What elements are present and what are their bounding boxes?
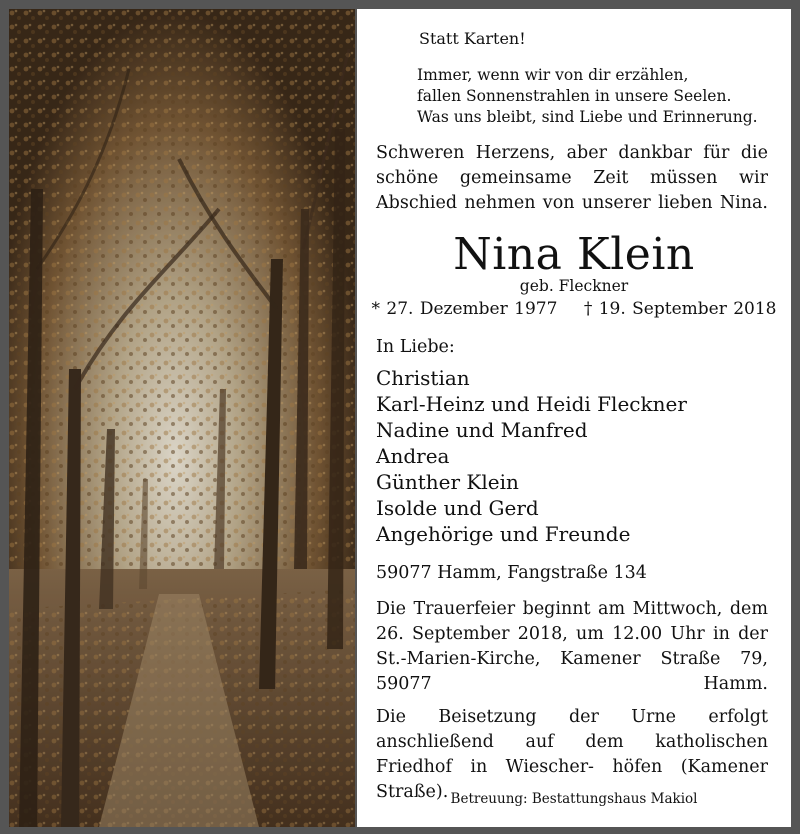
poem-line: fallen Sonnenstrahlen in unsere Seelen. — [417, 87, 732, 105]
mourner-name: Isolde und Gerd — [376, 496, 539, 520]
mourner-name: Andrea — [376, 444, 450, 468]
obituary-text-panel — [357, 9, 791, 827]
mourner-name: Karl-Heinz und Heidi Fleckner — [376, 392, 687, 416]
forest-path-photo — [9, 9, 355, 827]
mourner-name: Angehörige und Freunde — [376, 522, 631, 546]
announcement-text: Schweren Herzens, aber dankbar für die schöne gemeinsame Zeit müssen wir Abschied nehmen von unserer lieben Nina. — [376, 143, 768, 213]
birth-date: * 27. Dezember 1977 — [371, 299, 558, 319]
service-details: Die Trauerfeier beginnt am Mittwoch, dem 26. September 2018, um 12.00 Uhr in der St.-Marien-Kirche, Kamener Straße 79, 59077 Hamm. — [376, 599, 768, 694]
deceased-name: Nina Klein — [453, 229, 695, 280]
intro-line: Statt Karten! — [419, 29, 526, 48]
mourner-name: Günther Klein — [376, 470, 519, 494]
mourners-list — [376, 365, 687, 547]
death-date: † 19. September 2018 — [583, 299, 777, 319]
mourner-name: Christian — [376, 366, 470, 390]
poem-line: Was uns bleibt, sind Liebe und Erinnerung. — [417, 108, 758, 126]
mourner-name: Nadine und Manfred — [376, 418, 588, 442]
funeral-home-credit: Betreuung: Bestattungshaus Makiol — [450, 791, 698, 807]
life-dates — [357, 299, 791, 319]
poem-line: Immer, wenn wir von dir erzählen, — [417, 66, 689, 84]
burial-details: Die Beisetzung der Urne erfolgt anschließend auf dem katholischen Friedhof in Wiescher- höfen (Kamener Straße). — [376, 707, 768, 802]
family-address: 59077 Hamm, Fangstraße 134 — [376, 563, 647, 583]
forest-illustration — [9, 9, 355, 827]
birth-name: geb. Fleckner — [519, 277, 629, 295]
mourners-lead: In Liebe: — [376, 337, 455, 357]
